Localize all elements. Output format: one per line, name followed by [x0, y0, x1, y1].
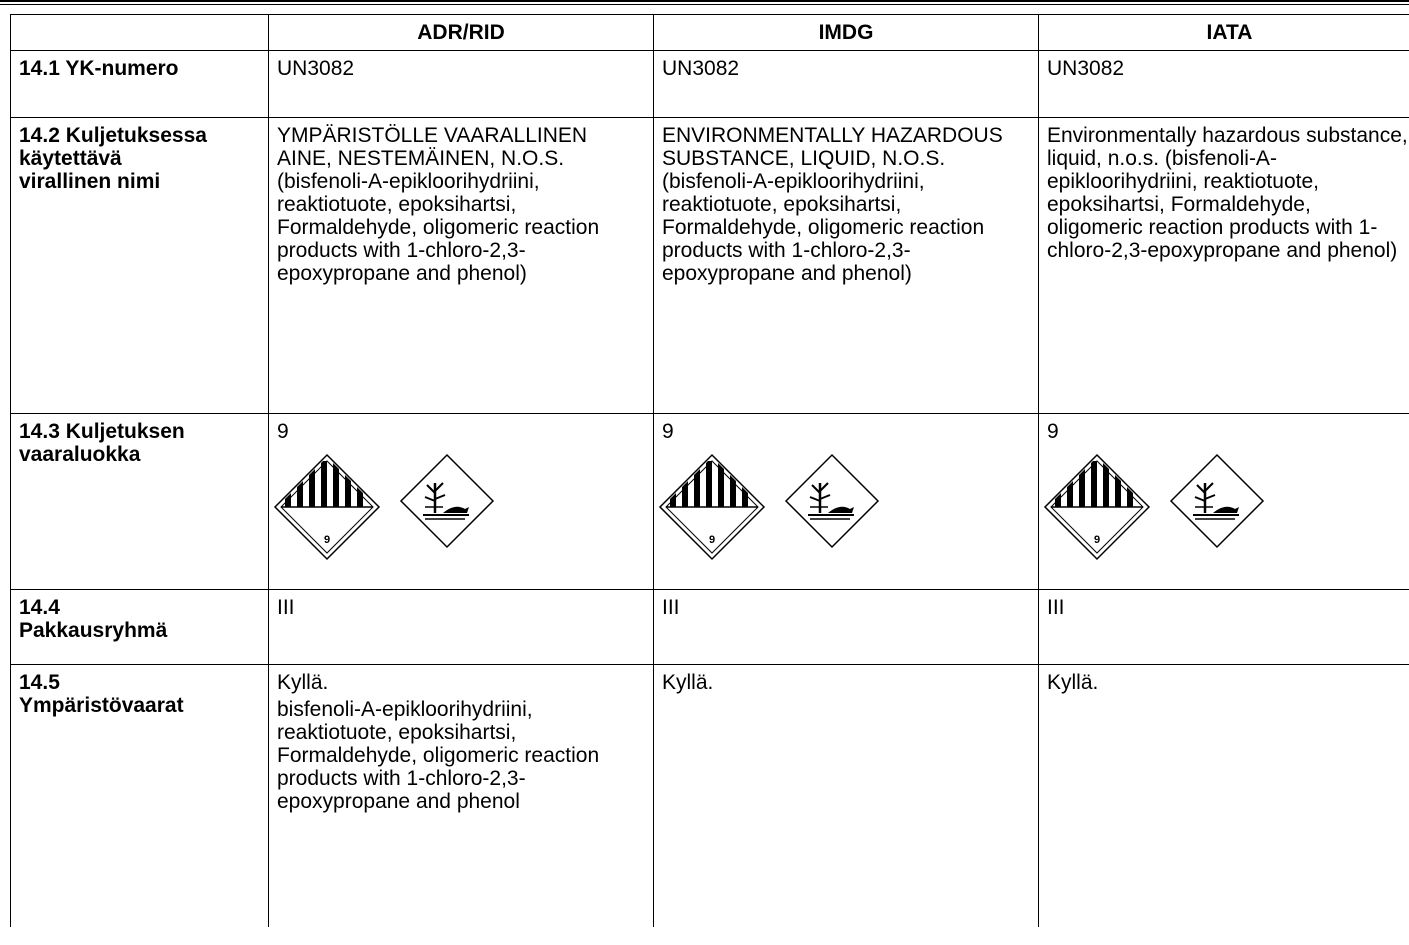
environment-hazard-icon	[1169, 453, 1265, 549]
class-9-miscellaneous-label-icon	[273, 453, 381, 561]
row-label-environmental-hazards	[11, 665, 269, 927]
hazard-class-value: 9	[662, 420, 674, 443]
env-hazard-substances: bisfenoli-A-epikloorihydriini, reaktiotuote, epoksihartsi, Formaldehyde, oligomeric reaction products with 1-chloro-2,3-epoxypropane and phenol	[277, 698, 600, 813]
hazard-class-value: 9	[1047, 420, 1059, 443]
environment-hazard-icon	[784, 453, 880, 549]
class-9-miscellaneous-label-icon	[658, 453, 766, 561]
transport-info-table	[10, 14, 1409, 927]
table-row	[11, 51, 1409, 118]
row-label-un-number: 14.1 YK-numero	[11, 51, 269, 118]
row-label-packing-group	[11, 590, 269, 665]
cell-iata-hazard-class	[1039, 414, 1409, 590]
label-class-number: 9	[323, 534, 331, 546]
table-row	[11, 665, 1409, 927]
table-row	[11, 118, 1409, 414]
row-label-hazard-class-text: 14.3 Kuljetuksen vaaraluokka	[19, 420, 185, 466]
row-label-shipping-name	[11, 118, 269, 414]
cell-imdg-shipping-name: ENVIRONMENTALLY HAZARDOUS SUBSTANCE, LIQUID, N.O.S. (bisfenoli-A-epikloorihydriini, reaktiotuote, epoksihartsi, Formaldehyde, oligomeric reaction products with 1-chloro-2,3-epoxypropane and phenol)	[654, 118, 1039, 414]
cell-adr-hazard-class	[269, 414, 654, 590]
row-label-hazard-class	[11, 414, 269, 590]
top-rule-thick	[0, 0, 1409, 2]
row-label-environmental-hazards-text: 14.5 Ympäristövaarat	[19, 671, 184, 717]
row-label-packing-group-text: 14.4 Pakkausryhmä	[19, 596, 168, 642]
header-imdg: IMDG	[654, 15, 1039, 51]
cell-imdg-environmental-hazards: Kyllä.	[654, 665, 1039, 927]
label-class-number: 9	[708, 534, 716, 546]
cell-imdg-un-number: UN3082	[654, 51, 1039, 118]
header-adr-rid: ADR/RID	[269, 15, 654, 51]
pictogram-group	[1043, 453, 1409, 561]
hazard-class-value: 9	[277, 420, 289, 443]
cell-adr-packing-group: III	[269, 590, 654, 665]
pictogram-group	[658, 453, 1030, 561]
header-empty-cell	[11, 15, 269, 51]
cell-adr-environmental-hazards	[269, 665, 654, 927]
environment-hazard-icon	[399, 453, 495, 549]
cell-imdg-hazard-class	[654, 414, 1039, 590]
cell-iata-packing-group: III	[1039, 590, 1409, 665]
label-class-number: 9	[1093, 534, 1101, 546]
table-row	[11, 590, 1409, 665]
cell-adr-shipping-name: YMPÄRISTÖLLE VAARALLINEN AINE, NESTEMÄINEN, N.O.S. (bisfenoli-A-epikloorihydriini, reaktiotuote, epoksihartsi, Formaldehyde, oligomeric reaction products with 1-chloro-2,3-epoxypropane and phenol)	[269, 118, 654, 414]
env-hazard-answer: Kyllä.	[277, 671, 329, 694]
class-9-miscellaneous-label-icon	[1043, 453, 1151, 561]
header-iata: IATA	[1039, 15, 1409, 51]
row-label-shipping-name-text: 14.2 Kuljetuksessa käytettävä virallinen nimi	[19, 124, 207, 193]
cell-adr-un-number: UN3082	[269, 51, 654, 118]
cell-iata-shipping-name: Environmentally hazardous substance, liquid, n.o.s. (bisfenoli-A-epikloorihydriini, reaktiotuote, epoksihartsi, Formaldehyde, oligomeric reaction products with 1-chloro-2,3-epoxypropane and phenol)	[1039, 118, 1409, 414]
table-row	[11, 414, 1409, 590]
cell-imdg-packing-group: III	[654, 590, 1039, 665]
pictogram-group	[273, 453, 645, 561]
cell-iata-un-number: UN3082	[1039, 51, 1409, 118]
top-rule-thin	[0, 4, 1409, 5]
table-header-row	[11, 15, 1409, 51]
cell-iata-environmental-hazards: Kyllä.	[1039, 665, 1409, 927]
